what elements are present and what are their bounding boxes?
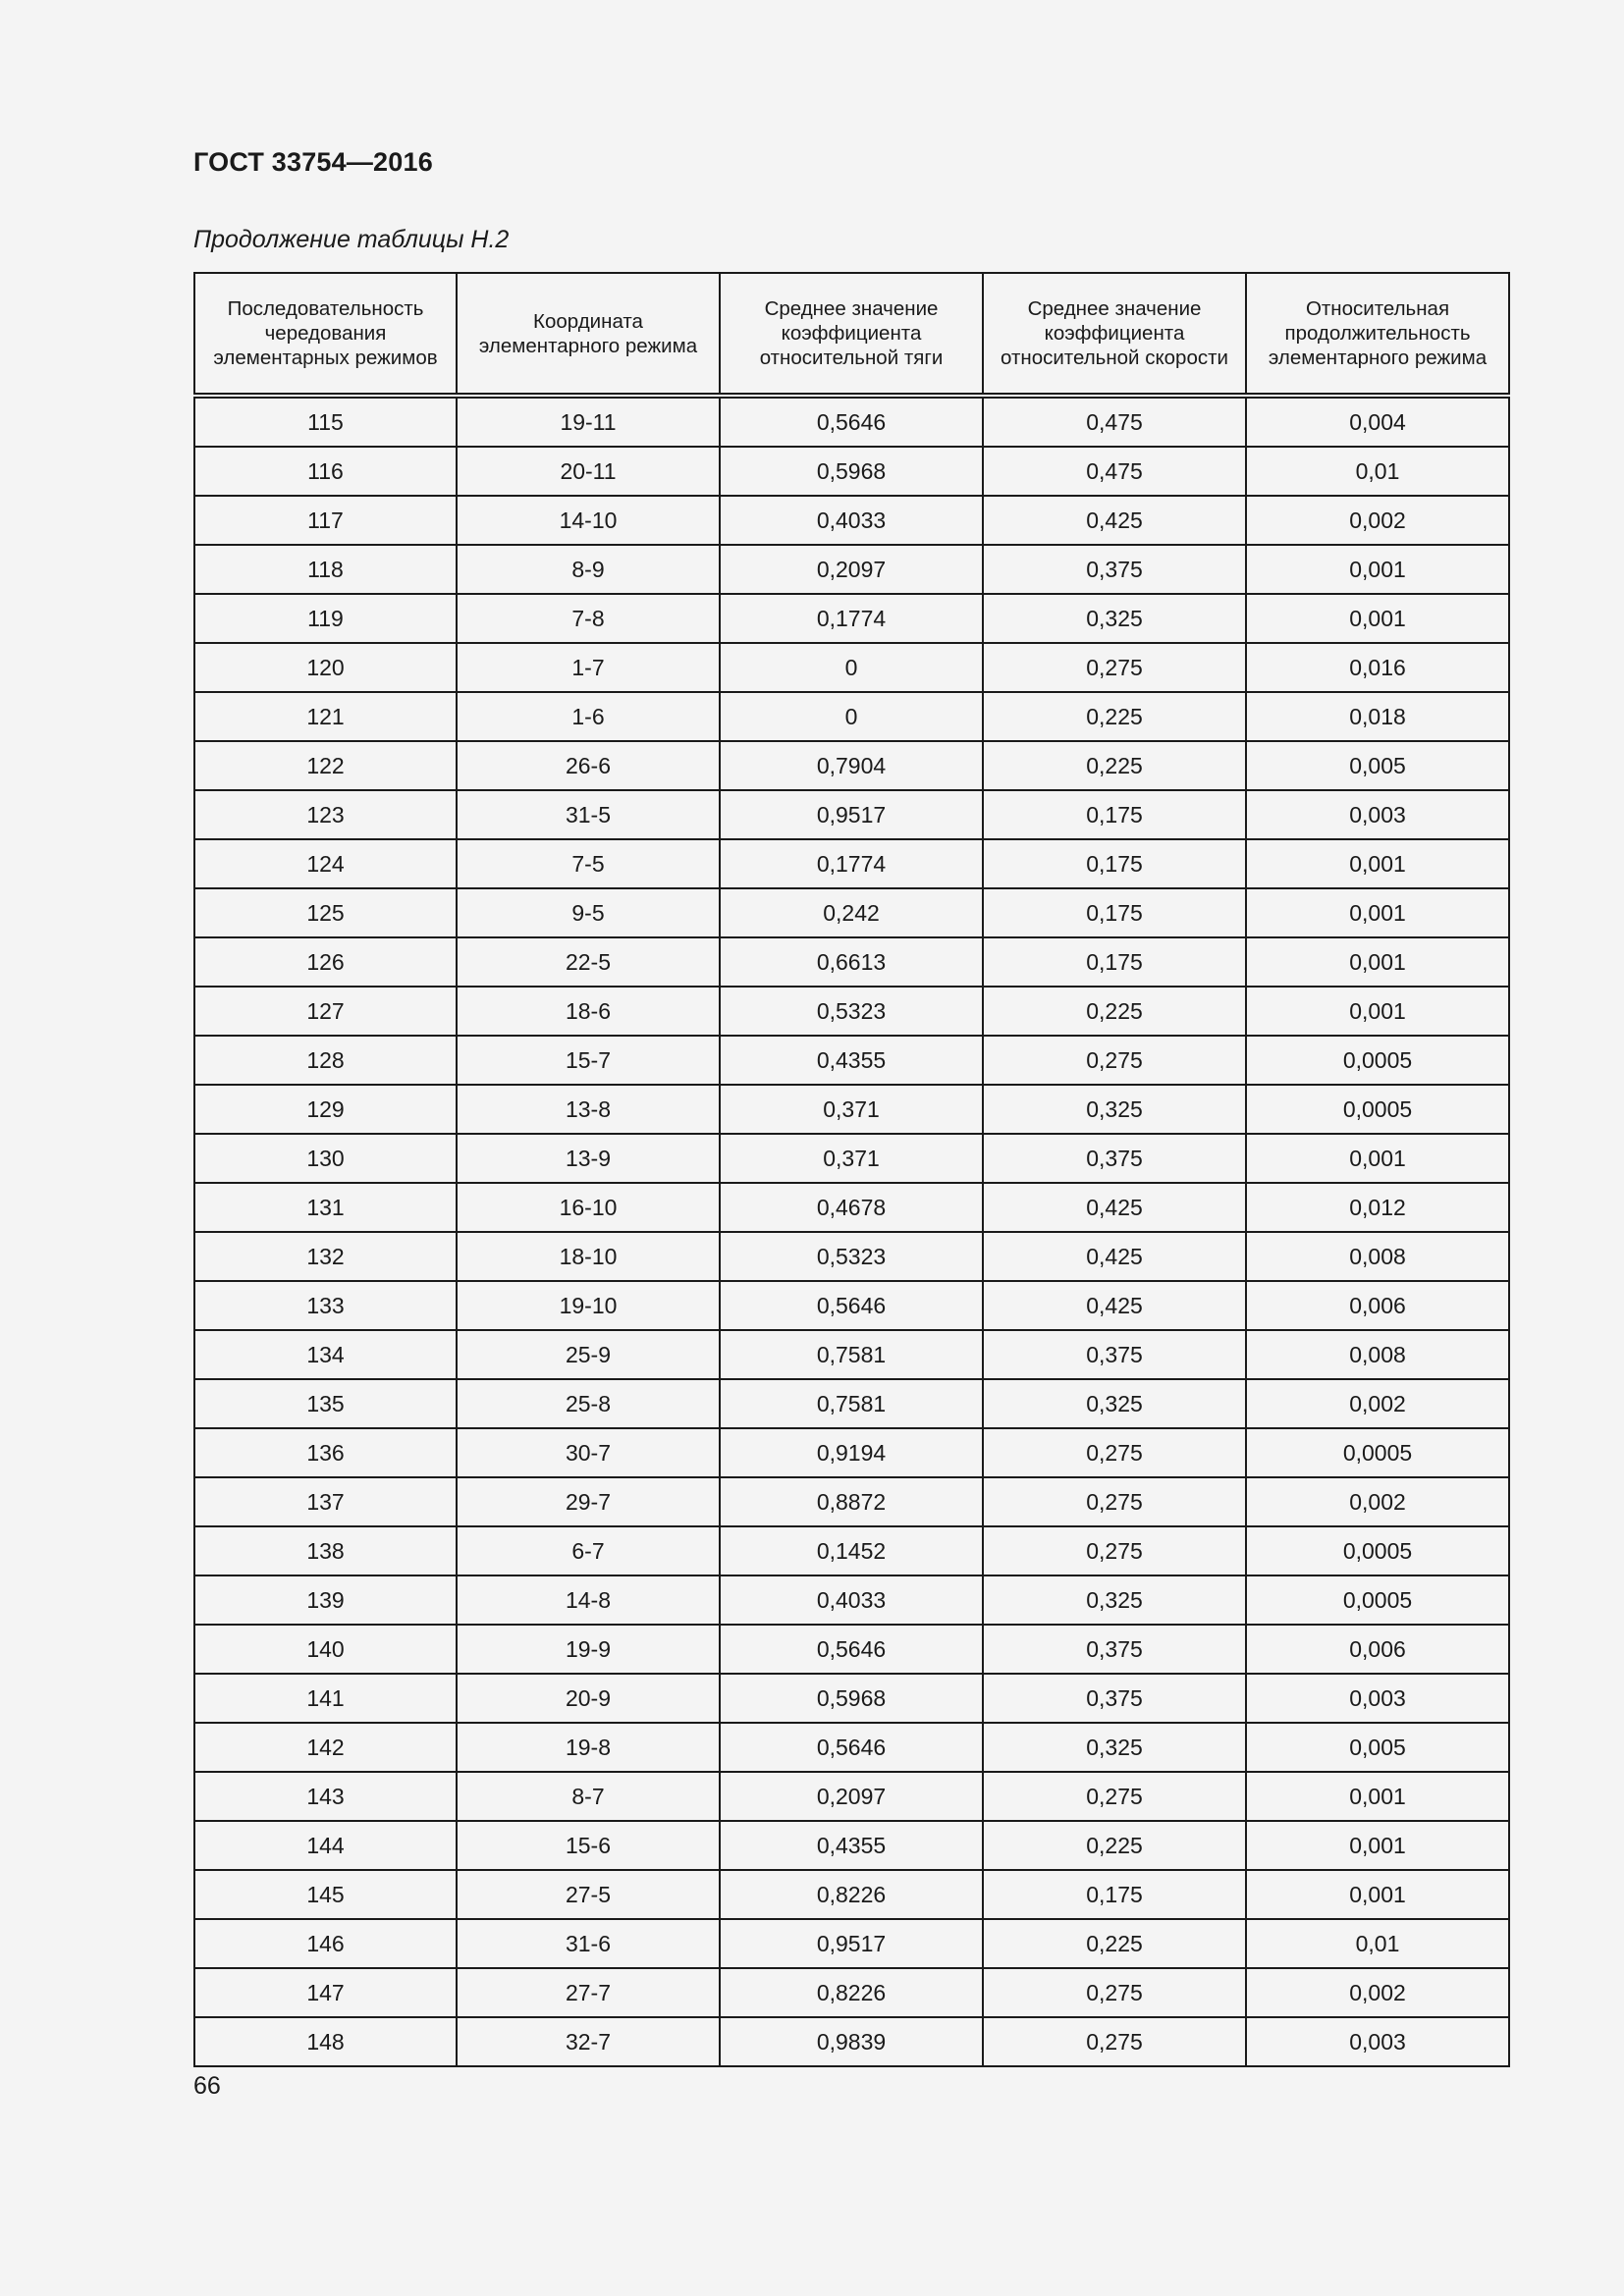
cell-thrust: 0,5646 xyxy=(720,1281,983,1330)
cell-coordinate: 27-5 xyxy=(457,1870,720,1919)
cell-thrust: 0,9517 xyxy=(720,1919,983,1968)
cell-duration: 0,006 xyxy=(1246,1625,1509,1674)
cell-speed: 0,275 xyxy=(983,1428,1246,1477)
cell-sequence: 123 xyxy=(194,790,457,839)
cell-thrust: 0,2097 xyxy=(720,545,983,594)
cell-coordinate: 25-9 xyxy=(457,1330,720,1379)
cell-speed: 0,275 xyxy=(983,1772,1246,1821)
column-header-thrust: Среднее значение коэффициента относительной тяги xyxy=(720,273,983,396)
cell-thrust: 0,5646 xyxy=(720,1625,983,1674)
table-row xyxy=(194,1183,1509,1232)
cell-sequence: 141 xyxy=(194,1674,457,1723)
cell-duration: 0,008 xyxy=(1246,1232,1509,1281)
cell-sequence: 139 xyxy=(194,1575,457,1625)
cell-speed: 0,275 xyxy=(983,1477,1246,1526)
cell-coordinate: 1-6 xyxy=(457,692,720,741)
cell-sequence: 130 xyxy=(194,1134,457,1183)
cell-duration: 0,001 xyxy=(1246,594,1509,643)
cell-duration: 0,001 xyxy=(1246,839,1509,888)
cell-thrust: 0,9194 xyxy=(720,1428,983,1477)
cell-duration: 0,003 xyxy=(1246,790,1509,839)
cell-duration: 0,001 xyxy=(1246,1134,1509,1183)
cell-sequence: 138 xyxy=(194,1526,457,1575)
cell-speed: 0,325 xyxy=(983,1085,1246,1134)
table-row xyxy=(194,396,1509,447)
cell-sequence: 133 xyxy=(194,1281,457,1330)
cell-speed: 0,425 xyxy=(983,496,1246,545)
cell-speed: 0,275 xyxy=(983,1526,1246,1575)
cell-speed: 0,275 xyxy=(983,1036,1246,1085)
cell-coordinate: 19-8 xyxy=(457,1723,720,1772)
cell-sequence: 148 xyxy=(194,2017,457,2066)
table-row xyxy=(194,2017,1509,2066)
cell-sequence: 144 xyxy=(194,1821,457,1870)
cell-duration: 0,002 xyxy=(1246,1477,1509,1526)
cell-duration: 0,01 xyxy=(1246,447,1509,496)
cell-coordinate: 26-6 xyxy=(457,741,720,790)
table-row xyxy=(194,1134,1509,1183)
cell-sequence: 128 xyxy=(194,1036,457,1085)
cell-thrust: 0,8872 xyxy=(720,1477,983,1526)
table-row xyxy=(194,447,1509,496)
cell-duration: 0,004 xyxy=(1246,396,1509,447)
cell-thrust: 0,8226 xyxy=(720,1870,983,1919)
table-row xyxy=(194,545,1509,594)
cell-duration: 0,008 xyxy=(1246,1330,1509,1379)
cell-thrust: 0,4678 xyxy=(720,1183,983,1232)
cell-duration: 0,006 xyxy=(1246,1281,1509,1330)
cell-coordinate: 18-10 xyxy=(457,1232,720,1281)
cell-coordinate: 27-7 xyxy=(457,1968,720,2017)
cell-sequence: 118 xyxy=(194,545,457,594)
cell-duration: 0,001 xyxy=(1246,937,1509,987)
cell-duration: 0,0005 xyxy=(1246,1036,1509,1085)
table-row xyxy=(194,790,1509,839)
cell-duration: 0,002 xyxy=(1246,1968,1509,2017)
cell-speed: 0,175 xyxy=(983,888,1246,937)
table-row xyxy=(194,1477,1509,1526)
cell-coordinate: 7-5 xyxy=(457,839,720,888)
cell-speed: 0,375 xyxy=(983,1674,1246,1723)
cell-speed: 0,225 xyxy=(983,1919,1246,1968)
cell-sequence: 142 xyxy=(194,1723,457,1772)
table-row xyxy=(194,1870,1509,1919)
cell-thrust: 0,371 xyxy=(720,1085,983,1134)
cell-speed: 0,325 xyxy=(983,1379,1246,1428)
cell-thrust: 0,4033 xyxy=(720,1575,983,1625)
cell-thrust: 0,4033 xyxy=(720,496,983,545)
cell-speed: 0,375 xyxy=(983,545,1246,594)
table-row xyxy=(194,1772,1509,1821)
cell-thrust: 0,242 xyxy=(720,888,983,937)
table-row xyxy=(194,643,1509,692)
cell-sequence: 146 xyxy=(194,1919,457,1968)
cell-duration: 0,016 xyxy=(1246,643,1509,692)
cell-sequence: 125 xyxy=(194,888,457,937)
cell-speed: 0,275 xyxy=(983,643,1246,692)
table-row xyxy=(194,1526,1509,1575)
cell-sequence: 136 xyxy=(194,1428,457,1477)
cell-coordinate: 29-7 xyxy=(457,1477,720,1526)
cell-sequence: 119 xyxy=(194,594,457,643)
cell-coordinate: 31-5 xyxy=(457,790,720,839)
data-table xyxy=(193,272,1510,2067)
cell-coordinate: 31-6 xyxy=(457,1919,720,1968)
table-row xyxy=(194,1674,1509,1723)
cell-duration: 0,005 xyxy=(1246,1723,1509,1772)
page-number: 66 xyxy=(193,2072,221,2100)
cell-thrust: 0,9517 xyxy=(720,790,983,839)
table-row xyxy=(194,1968,1509,2017)
cell-thrust: 0,5646 xyxy=(720,1723,983,1772)
cell-duration: 0,003 xyxy=(1246,1674,1509,1723)
cell-duration: 0,0005 xyxy=(1246,1428,1509,1477)
table-caption: Продолжение таблицы Н.2 xyxy=(193,226,510,253)
cell-duration: 0,012 xyxy=(1246,1183,1509,1232)
cell-coordinate: 25-8 xyxy=(457,1379,720,1428)
table-row xyxy=(194,594,1509,643)
cell-speed: 0,425 xyxy=(983,1183,1246,1232)
cell-duration: 0,001 xyxy=(1246,987,1509,1036)
cell-sequence: 134 xyxy=(194,1330,457,1379)
cell-thrust: 0,7581 xyxy=(720,1330,983,1379)
cell-sequence: 127 xyxy=(194,987,457,1036)
document-title: ГОСТ 33754—2016 xyxy=(193,147,433,177)
table-row xyxy=(194,1085,1509,1134)
cell-coordinate: 6-7 xyxy=(457,1526,720,1575)
cell-duration: 0,001 xyxy=(1246,1870,1509,1919)
table-row xyxy=(194,1036,1509,1085)
cell-coordinate: 32-7 xyxy=(457,2017,720,2066)
table-row xyxy=(194,741,1509,790)
cell-thrust: 0,2097 xyxy=(720,1772,983,1821)
cell-sequence: 116 xyxy=(194,447,457,496)
cell-thrust: 0,4355 xyxy=(720,1821,983,1870)
cell-coordinate: 9-5 xyxy=(457,888,720,937)
column-header-duration: Относительная продолжительность элементарного режима xyxy=(1246,273,1509,396)
cell-coordinate: 14-8 xyxy=(457,1575,720,1625)
cell-speed: 0,175 xyxy=(983,790,1246,839)
cell-coordinate: 19-9 xyxy=(457,1625,720,1674)
cell-duration: 0,0005 xyxy=(1246,1575,1509,1625)
cell-speed: 0,175 xyxy=(983,839,1246,888)
cell-sequence: 120 xyxy=(194,643,457,692)
cell-coordinate: 15-7 xyxy=(457,1036,720,1085)
cell-coordinate: 13-9 xyxy=(457,1134,720,1183)
cell-speed: 0,475 xyxy=(983,396,1246,447)
cell-speed: 0,475 xyxy=(983,447,1246,496)
table-row xyxy=(194,937,1509,987)
cell-sequence: 135 xyxy=(194,1379,457,1428)
cell-sequence: 145 xyxy=(194,1870,457,1919)
table-row xyxy=(194,888,1509,937)
table-row xyxy=(194,1330,1509,1379)
cell-duration: 0,001 xyxy=(1246,1821,1509,1870)
table-row xyxy=(194,1281,1509,1330)
table-row xyxy=(194,1625,1509,1674)
cell-coordinate: 16-10 xyxy=(457,1183,720,1232)
cell-thrust: 0,7904 xyxy=(720,741,983,790)
cell-coordinate: 14-10 xyxy=(457,496,720,545)
cell-duration: 0,01 xyxy=(1246,1919,1509,1968)
cell-thrust: 0,7581 xyxy=(720,1379,983,1428)
cell-thrust: 0,5968 xyxy=(720,1674,983,1723)
cell-sequence: 129 xyxy=(194,1085,457,1134)
cell-coordinate: 15-6 xyxy=(457,1821,720,1870)
table-row xyxy=(194,1232,1509,1281)
cell-speed: 0,175 xyxy=(983,937,1246,987)
table-row xyxy=(194,1428,1509,1477)
cell-speed: 0,275 xyxy=(983,1968,1246,2017)
cell-sequence: 143 xyxy=(194,1772,457,1821)
table-row xyxy=(194,1379,1509,1428)
cell-speed: 0,225 xyxy=(983,692,1246,741)
cell-duration: 0,001 xyxy=(1246,545,1509,594)
table-row xyxy=(194,1723,1509,1772)
table-body xyxy=(194,396,1509,2066)
cell-sequence: 147 xyxy=(194,1968,457,2017)
cell-coordinate: 20-11 xyxy=(457,447,720,496)
cell-duration: 0,001 xyxy=(1246,888,1509,937)
cell-speed: 0,375 xyxy=(983,1134,1246,1183)
cell-thrust: 0,8226 xyxy=(720,1968,983,2017)
cell-speed: 0,175 xyxy=(983,1870,1246,1919)
cell-coordinate: 13-8 xyxy=(457,1085,720,1134)
table-row xyxy=(194,839,1509,888)
cell-duration: 0,001 xyxy=(1246,1772,1509,1821)
cell-sequence: 137 xyxy=(194,1477,457,1526)
cell-duration: 0,0005 xyxy=(1246,1526,1509,1575)
cell-thrust: 0,9839 xyxy=(720,2017,983,2066)
table-header xyxy=(194,273,1509,396)
cell-sequence: 124 xyxy=(194,839,457,888)
table-row xyxy=(194,987,1509,1036)
table-row xyxy=(194,1575,1509,1625)
cell-speed: 0,425 xyxy=(983,1232,1246,1281)
cell-thrust: 0 xyxy=(720,643,983,692)
cell-speed: 0,325 xyxy=(983,1575,1246,1625)
cell-coordinate: 1-7 xyxy=(457,643,720,692)
table-row xyxy=(194,1919,1509,1968)
cell-speed: 0,425 xyxy=(983,1281,1246,1330)
cell-sequence: 140 xyxy=(194,1625,457,1674)
cell-coordinate: 18-6 xyxy=(457,987,720,1036)
cell-speed: 0,325 xyxy=(983,1723,1246,1772)
cell-coordinate: 19-11 xyxy=(457,396,720,447)
cell-duration: 0,018 xyxy=(1246,692,1509,741)
cell-thrust: 0 xyxy=(720,692,983,741)
table-row xyxy=(194,692,1509,741)
table-row xyxy=(194,496,1509,545)
cell-sequence: 115 xyxy=(194,396,457,447)
cell-speed: 0,375 xyxy=(983,1330,1246,1379)
cell-thrust: 0,371 xyxy=(720,1134,983,1183)
cell-speed: 0,225 xyxy=(983,987,1246,1036)
cell-speed: 0,325 xyxy=(983,594,1246,643)
cell-coordinate: 20-9 xyxy=(457,1674,720,1723)
cell-sequence: 126 xyxy=(194,937,457,987)
table-row xyxy=(194,1821,1509,1870)
cell-sequence: 122 xyxy=(194,741,457,790)
cell-duration: 0,002 xyxy=(1246,496,1509,545)
cell-sequence: 132 xyxy=(194,1232,457,1281)
cell-coordinate: 19-10 xyxy=(457,1281,720,1330)
cell-thrust: 0,1774 xyxy=(720,594,983,643)
cell-duration: 0,003 xyxy=(1246,2017,1509,2066)
cell-thrust: 0,4355 xyxy=(720,1036,983,1085)
cell-sequence: 131 xyxy=(194,1183,457,1232)
cell-sequence: 121 xyxy=(194,692,457,741)
cell-speed: 0,375 xyxy=(983,1625,1246,1674)
cell-thrust: 0,5968 xyxy=(720,447,983,496)
cell-thrust: 0,1774 xyxy=(720,839,983,888)
cell-thrust: 0,6613 xyxy=(720,937,983,987)
cell-speed: 0,225 xyxy=(983,1821,1246,1870)
cell-sequence: 117 xyxy=(194,496,457,545)
cell-speed: 0,275 xyxy=(983,2017,1246,2066)
cell-duration: 0,0005 xyxy=(1246,1085,1509,1134)
cell-coordinate: 8-7 xyxy=(457,1772,720,1821)
cell-coordinate: 7-8 xyxy=(457,594,720,643)
column-header-coordinate: Координата элементарного режима xyxy=(457,273,720,396)
cell-thrust: 0,1452 xyxy=(720,1526,983,1575)
column-header-sequence: Последовательность чередования элементарных режимов xyxy=(194,273,457,396)
cell-coordinate: 22-5 xyxy=(457,937,720,987)
cell-thrust: 0,5323 xyxy=(720,987,983,1036)
column-header-speed: Среднее значение коэффициента относительной скорости xyxy=(983,273,1246,396)
cell-thrust: 0,5646 xyxy=(720,396,983,447)
cell-coordinate: 30-7 xyxy=(457,1428,720,1477)
cell-duration: 0,002 xyxy=(1246,1379,1509,1428)
cell-speed: 0,225 xyxy=(983,741,1246,790)
cell-duration: 0,005 xyxy=(1246,741,1509,790)
cell-thrust: 0,5323 xyxy=(720,1232,983,1281)
cell-coordinate: 8-9 xyxy=(457,545,720,594)
header-row xyxy=(194,273,1509,396)
